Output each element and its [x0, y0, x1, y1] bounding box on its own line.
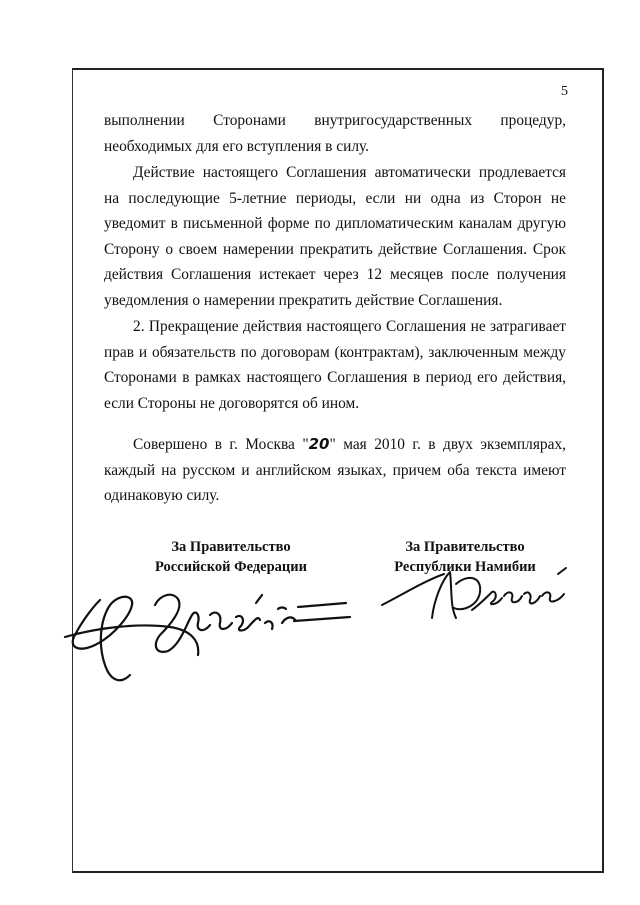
- signatory-namibia-line2: Республики Намибии: [394, 559, 536, 575]
- signature-russia: [60, 565, 360, 705]
- signatory-russia-line2: Российской Федерации: [154, 559, 307, 575]
- paragraph-done-at: [104, 432, 566, 509]
- done-at-text-end: " мая 2010 г. в двух экземплярах, каждый на русском и английском языках, причем оба текста имеют одинаковую силу.: [104, 436, 566, 505]
- paragraph-text: 2. Прекращение действия настоящего Соглашения не затрагивает прав и обязательств по договорам (контрактам), заключенным между Сторонами в рамках настоящего Соглашения в период его действия, если Стороны не договорятся об ином.: [104, 318, 566, 412]
- paragraph-entry-into-force: [104, 108, 566, 159]
- page-number: 5: [561, 84, 568, 99]
- paragraph-text: выполнении Сторонами внутригосударственных процедур, необходимых для его вступления в силу.: [104, 112, 566, 155]
- signatory-namibia-line1: За Правительство: [405, 539, 525, 555]
- signatory-russia-line1: За Правительство: [171, 539, 291, 555]
- signature-namibia: [372, 560, 582, 640]
- done-at-text-start: Совершено в г. Москва ": [133, 436, 309, 453]
- paragraph-text: Действие настоящего Соглашения автоматически продлевается на последующие 5-летние периоды, если ни одна из Сторон не уведомит в письменной форме по дипломатическим каналам другую Сторону о своем намерении прекратить действие Соглашения. Срок действия Соглашения истекает через 12 месяцев после получения уведомления о намерении прекратить действие Соглашения.: [104, 164, 566, 309]
- handwritten-day: 20: [308, 435, 330, 453]
- paragraph-text: [104, 432, 566, 509]
- paragraph-auto-extension: [104, 160, 566, 314]
- paragraph-termination-clause: [104, 314, 566, 416]
